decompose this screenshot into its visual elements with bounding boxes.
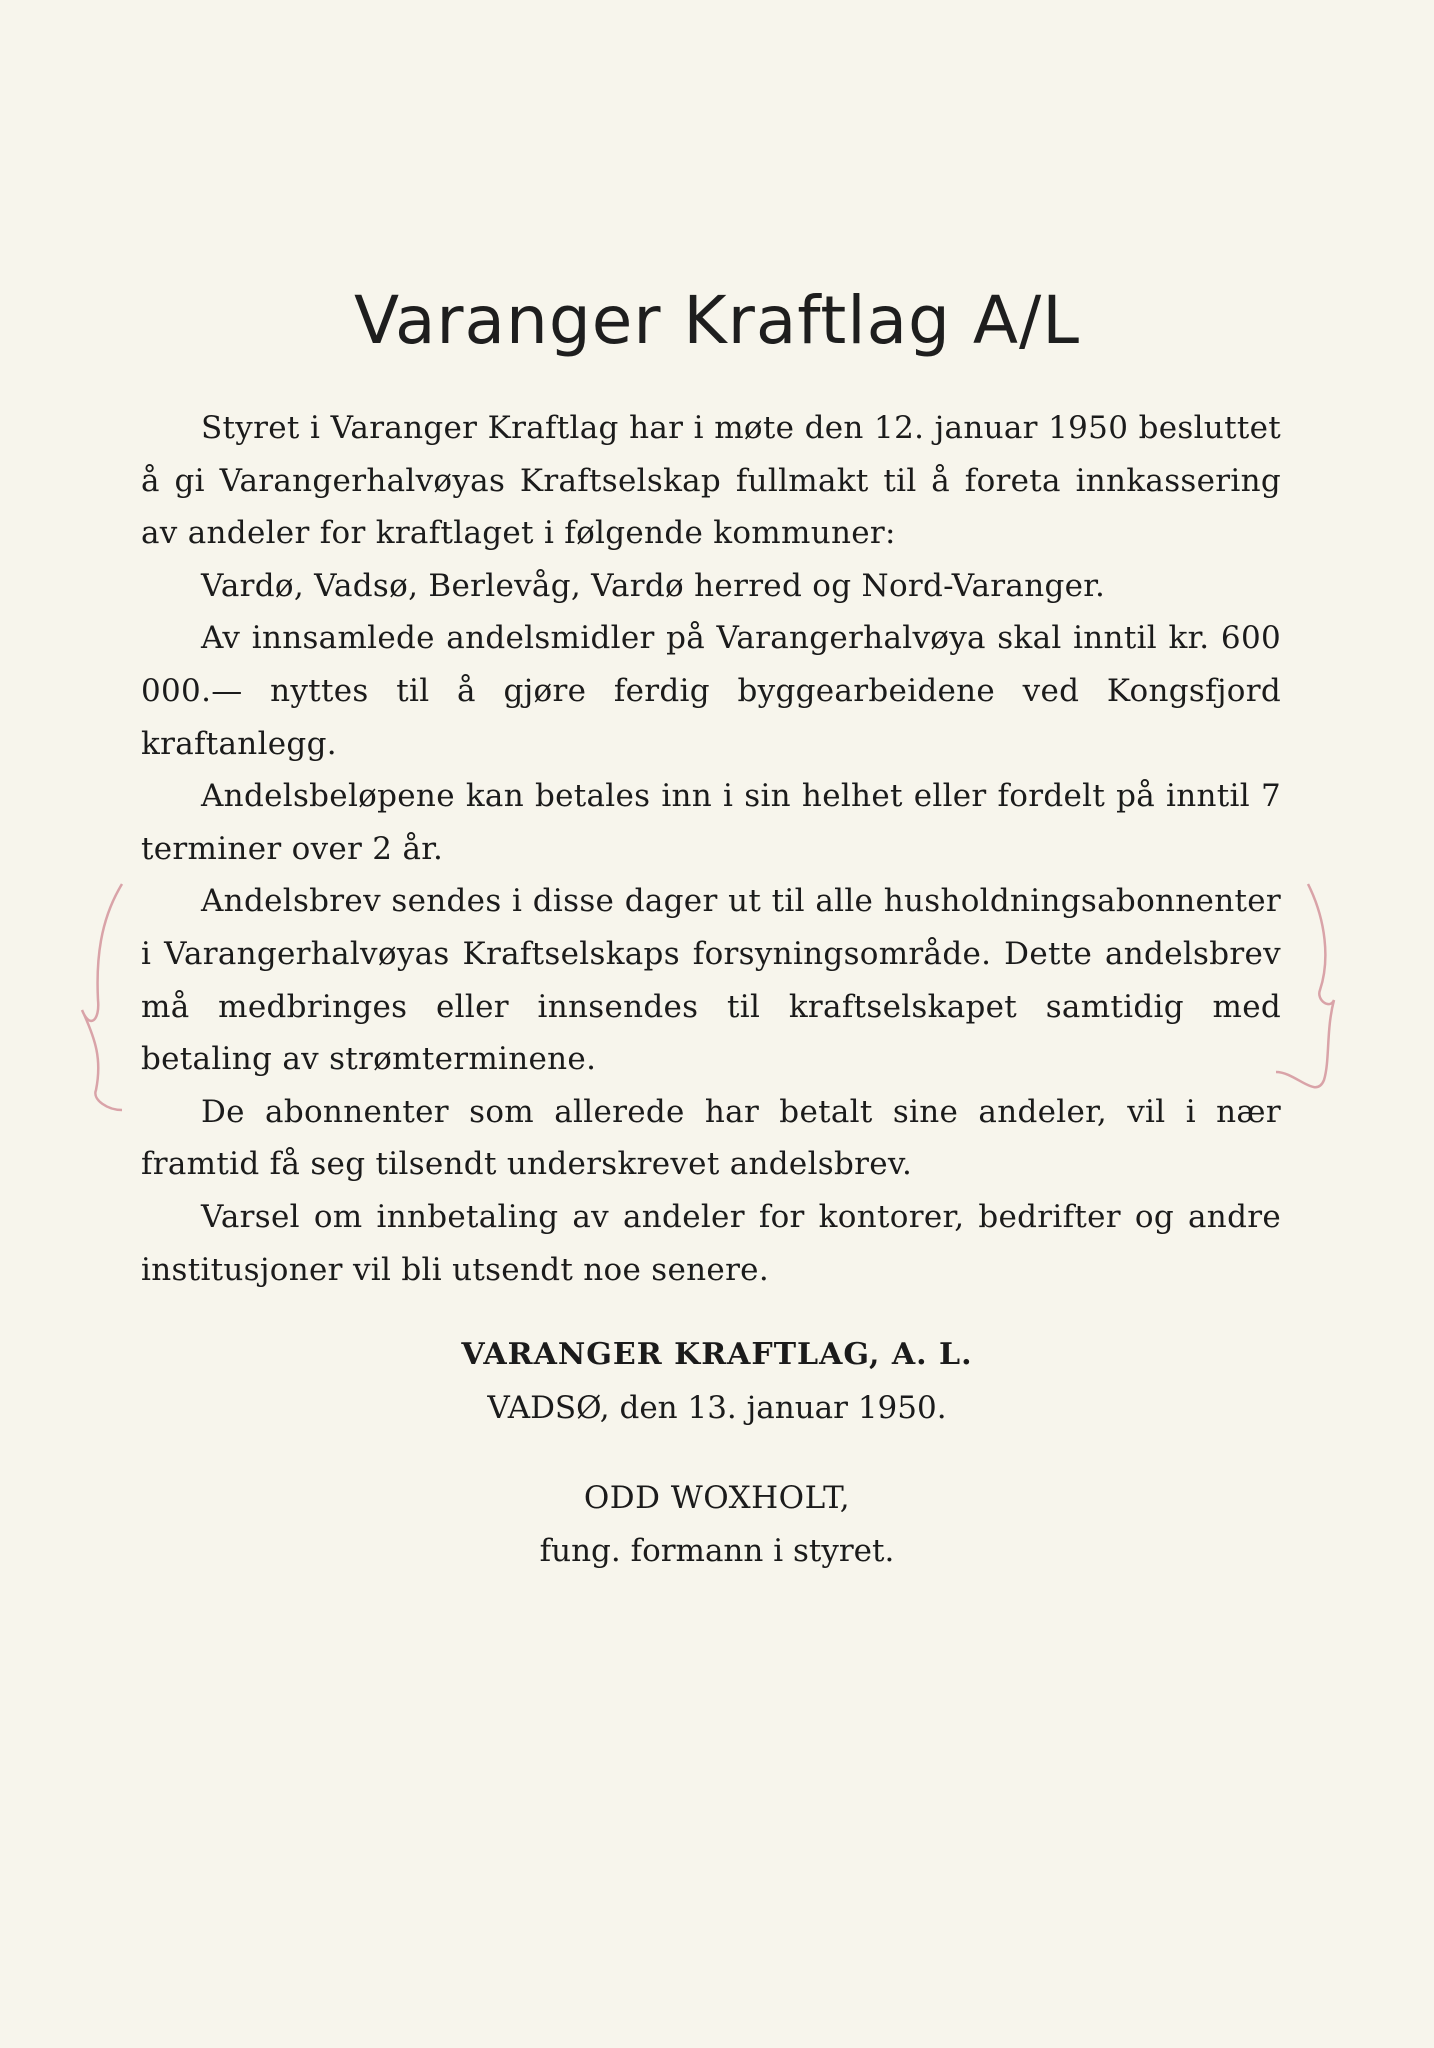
paragraph-3: Av innsamlede andelsmidler på Varangerhalvøya skal inntil kr. 600 000.— nyttes til å gjøre ferdig byggearbeidene ved Kongsfjord kraftanlegg. bbox=[141, 620, 1281, 762]
signature-organization: VARANGER KRAFTLAG, A. L. bbox=[461, 1337, 973, 1372]
paragraph-6: De abonnenter som allerede har betalt sine andeler, vil i nær framtid få seg tilsendt underskrevet andelsbrev. bbox=[141, 1093, 1281, 1183]
paragraph-5: Andelsbrev sendes i disse dager ut til alle husholdningsabonnenter i Varangerhalvøyas Kraftselskaps forsyningsområde. Dette andelsbrev må medbringes eller innsendes til kraftselskapet samtidig med betaling av strømterminene. bbox=[141, 883, 1281, 1078]
signature-name: ODD WOXHOLT, bbox=[583, 1480, 851, 1516]
signature-place-date: VADSØ, den 13. januar 1950. bbox=[487, 1390, 947, 1426]
paragraph-7: Varsel om innbetaling av andeler for kontorer, bedrifter og andre institusjoner vil bli utsendt noe senere. bbox=[141, 1198, 1281, 1288]
paragraph-4: Andelsbeløpene kan betales inn i sin helhet eller fordelt på inntil 7 terminer over 2 år. bbox=[141, 778, 1281, 867]
right-bracket-mark bbox=[1276, 884, 1334, 1087]
paragraph-1: Styret i Varanger Kraftlag har i møte den 12. januar 1950 besluttet å gi Varangerhalvøyas Kraftselskap fullmakt til å foreta innkassering av andeler for kraftlaget i følgende kommuner: bbox=[141, 410, 1281, 552]
paragraph-2: Vardø, Vadsø, Berlevåg, Vardø herred og Nord-Varanger. bbox=[201, 567, 1106, 604]
left-bracket-mark bbox=[82, 884, 122, 1110]
document-title: Varanger Kraftlag A/L bbox=[353, 282, 1081, 360]
signature-role: fung. formann i styret. bbox=[539, 1533, 895, 1569]
